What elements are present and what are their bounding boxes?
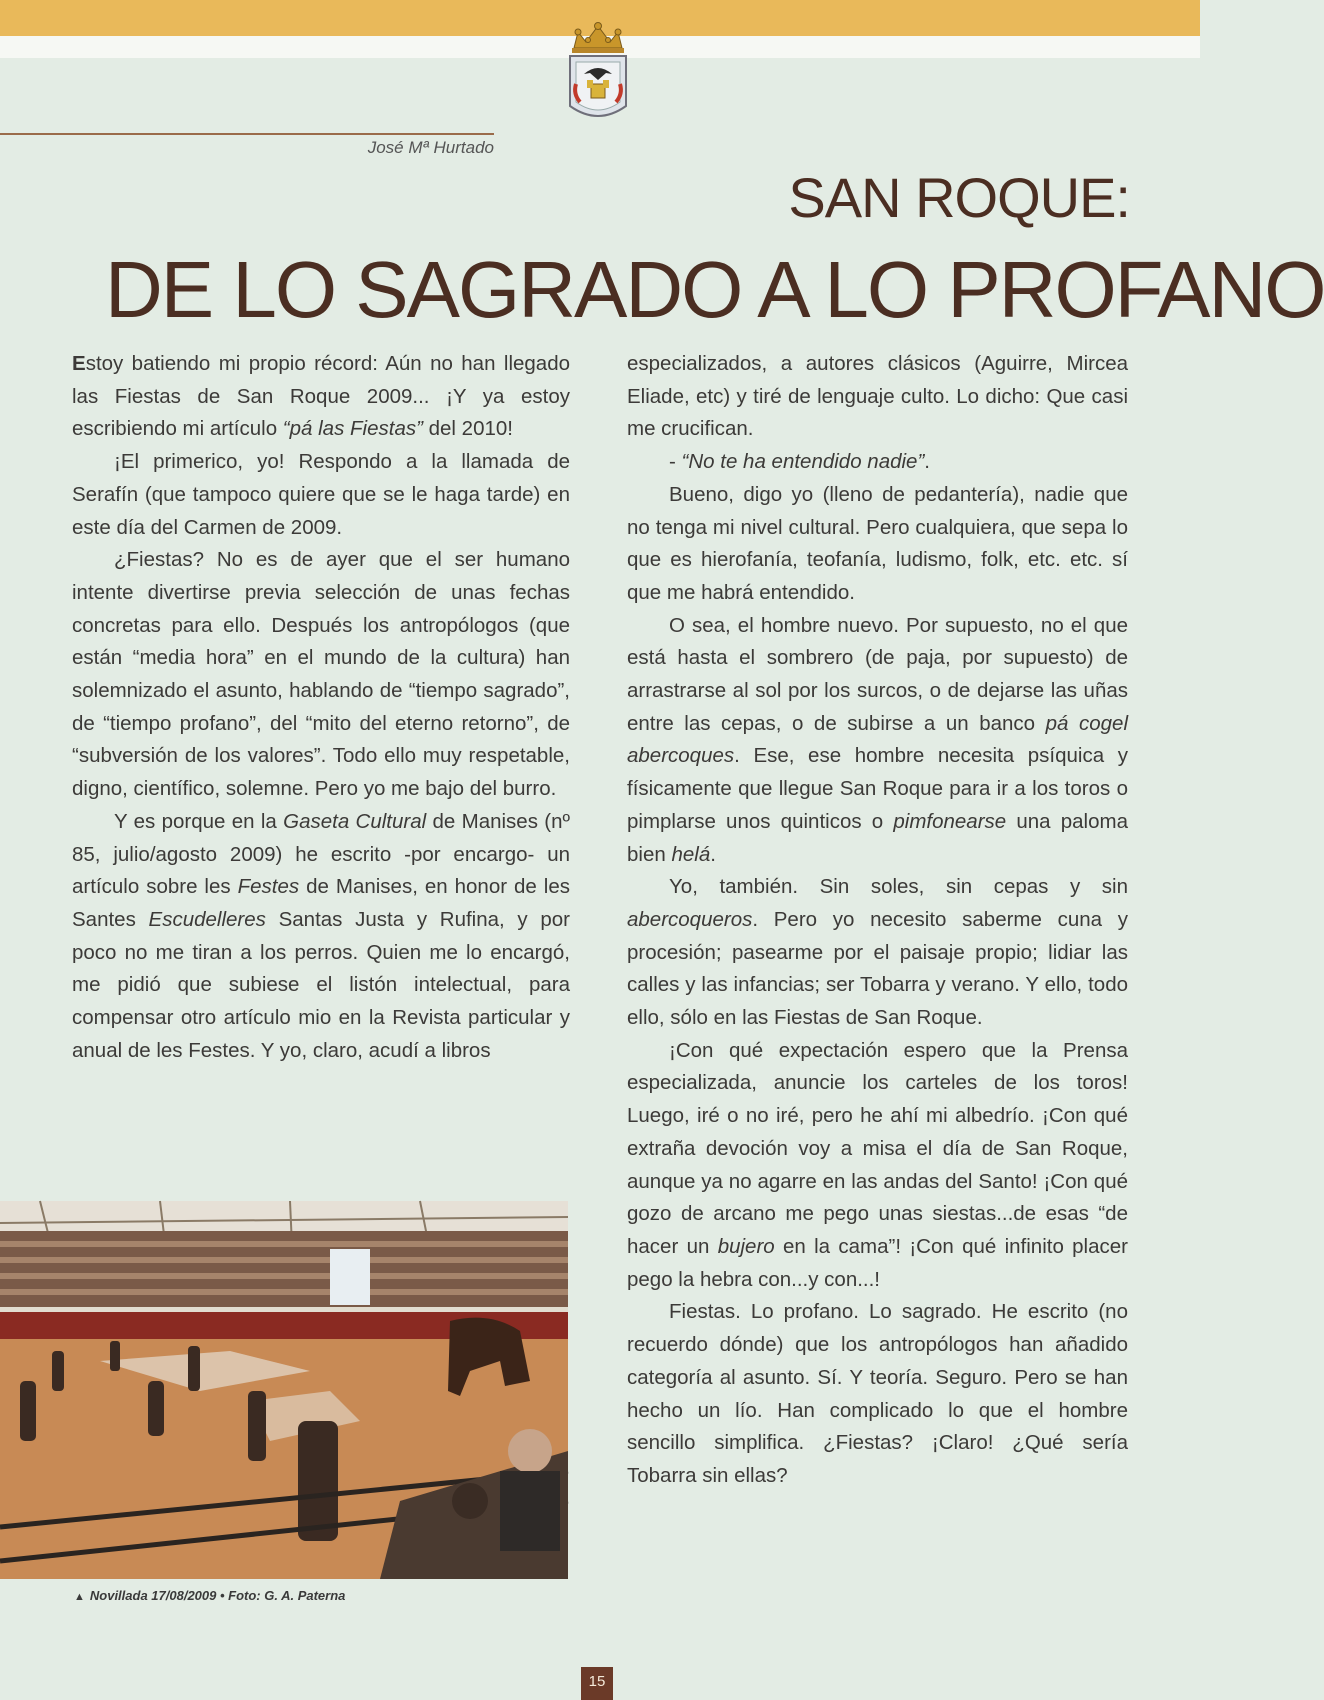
paragraph: Y es porque en la Gaseta Cultural de Manises (nº 85, julio/agosto 2009) he escrito -por encargo- un artículo sobre les Festes de Manises, en honor de les Santes Escudelleres Santas Justa y Rufina, y por poco no me tiran a los perros. Quien me lo encargó, me pidió que subiese el listón intelectual, para compensar otro artículo mio en la Revista particular y anual de les Festes. Y yo, claro, acudí a libros bbox=[72, 809, 570, 1062]
author-byline: José Mª Hurtado bbox=[367, 138, 494, 157]
title-line-2: DE LO SAGRADO A LO PROFANO bbox=[105, 245, 1324, 334]
paragraph: Fiestas. Lo profano. Lo sagrado. He escrito (no recuerdo dónde) que los antropólogos han añadido categoría al asunto. Sí. Y teoría. Seguro. Pero se han hecho un lío. Han complicado lo que el hombre sencillo simplifica. ¿Fiestas? ¡Claro! ¿Qué sería Tobarra sin ellas? bbox=[627, 1300, 1128, 1487]
bullring-photo bbox=[0, 1201, 568, 1579]
paragraph: ¡Con qué expectación espero que la Prensa especializada, anuncie los carteles de los toros! Luego, iré o no iré, pero he ahí mi albedrío. ¡Con qué extraña devoción voy a misa el día de San Roque, aunque ya no agarre en las andas del Santo! ¡Con qué gozo de arcano me pego unas siestas...de esas “de hacer un bujero en la cama”! ¡Con qué infinito placer pego la hebra con...y con...! bbox=[627, 1038, 1128, 1291]
author-rule bbox=[0, 133, 494, 135]
paragraph: - “No te ha entendido nadie”. bbox=[669, 450, 930, 474]
paragraph: Estoy batiendo mi propio récord: Aún no han llegado las Fiestas de San Roque 2009... ¡Y ya estoy escribiendo mi artículo “pá las Fiestas” del 2010! bbox=[72, 352, 570, 441]
photo-caption: ▲ Novillada 17/08/2009 • Foto: G. A. Paterna bbox=[74, 1588, 346, 1603]
paragraph: especializados, a autores clásicos (Aguirre, Mircea Eliade, etc) y tiré de lenguaje culto. Lo dicho: Que casi me crucifican. bbox=[627, 352, 1128, 441]
paragraph: ¿Fiestas? No es de ayer que el ser humano intente divertirse previa selección de unas fechas concretas para ello. Después los antropólogos (que están “media hora” en el mundo de la cultura) han solemnizado el asunto, hablando de “tiempo sagrado”, de “tiempo profano”, del “mito del eterno retorno”, de “subversión de los valores”. Todo ello muy respetable, digno, científico, solemne. Pero yo me bajo del burro. bbox=[72, 548, 570, 801]
paragraph: Yo, también. Sin soles, sin cepas y sin abercoqueros. Pero yo necesito saberme cuna y procesión; pasearme por el paisaje propio; lidiar las calles y las infancias; ser Tobarra y verano. Y ello, todo ello, sólo en las Fiestas de San Roque. bbox=[627, 875, 1128, 1030]
drop-cap: E bbox=[72, 352, 86, 375]
coat-of-arms-icon bbox=[564, 18, 632, 128]
page-number: 15 bbox=[581, 1667, 613, 1700]
paragraph: ¡El primerico, yo! Respondo a la llamada de Serafín (que tampoco quiere que se le haga tarde) en este día del Carmen de 2009. bbox=[72, 450, 570, 539]
triangle-up-icon: ▲ bbox=[74, 1591, 85, 1603]
right-column bbox=[627, 348, 1128, 1493]
paragraph: Bueno, digo yo (lleno de pedantería), nadie que no tenga mi nivel cultural. Pero cualquiera, que sepa lo que es hierofanía, teofanía, ludismo, folk, etc. etc. sí que me habrá entendido. bbox=[627, 482, 1128, 604]
paragraph: O sea, el hombre nuevo. Por supuesto, no el que está hasta el sombrero (de paja, por supuesto) de arrastrarse al sol por los surcos, o de dejarse las uñas entre las cepas, o de subirse a un banco pá cogel abercoques. Ese, ese hombre necesita psíquica y físicamente que llegue San Roque para ir a los toros o pimplarse unos quinticos o pimfonearse una paloma bien helá. bbox=[627, 613, 1129, 866]
left-column bbox=[72, 348, 570, 1067]
title-line-1: SAN ROQUE: bbox=[788, 166, 1130, 229]
